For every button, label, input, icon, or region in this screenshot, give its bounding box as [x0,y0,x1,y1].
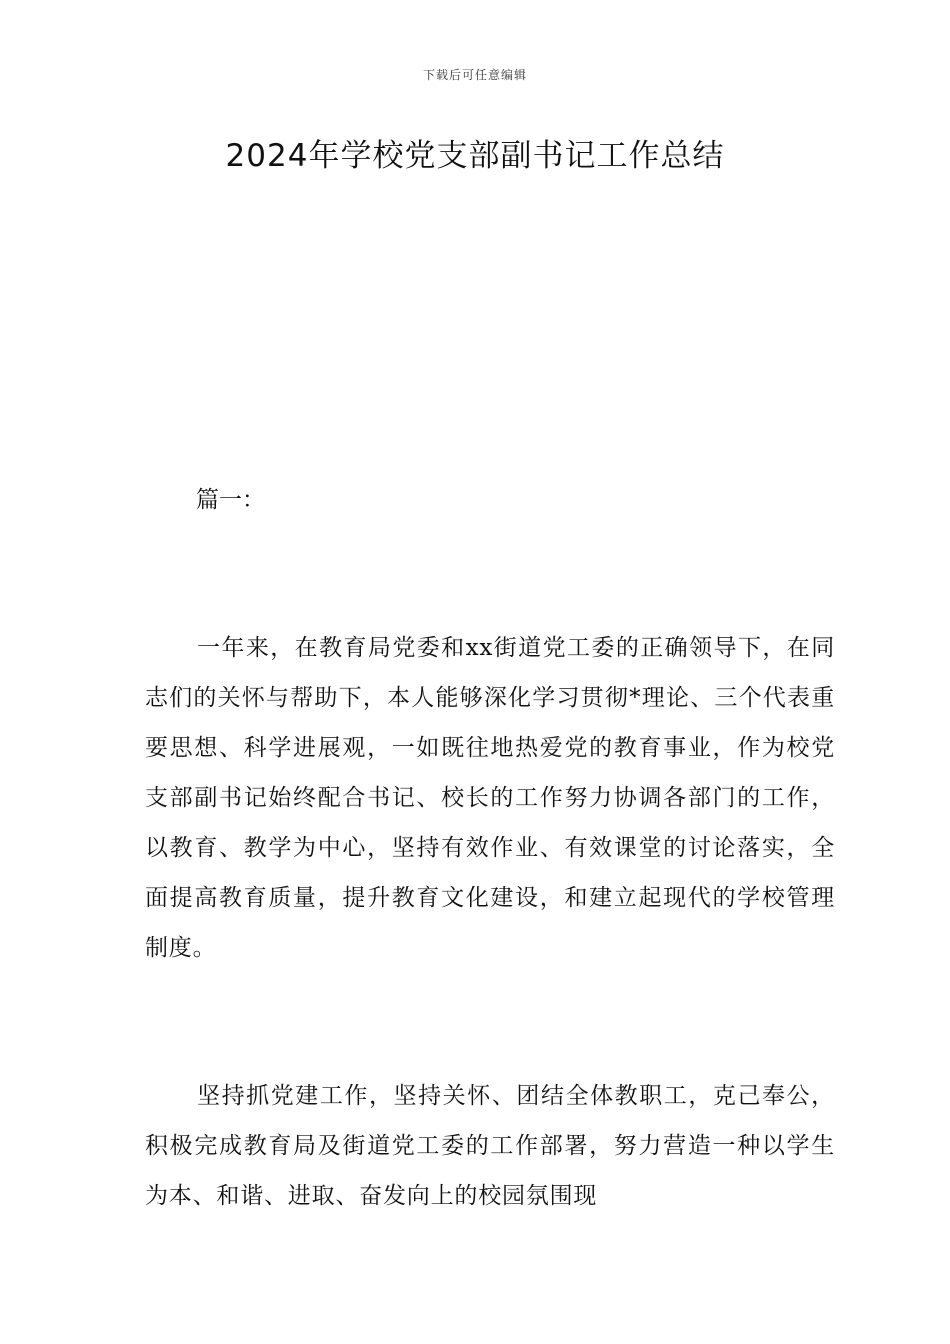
body-paragraph-2: 坚持抓党建工作，坚持关怀、团结全体教职工，克己奉公，积极完成教育局及街道党工委的工作部署，努力营造一种以学生为本、和谐、进取、奋发向上的校园氛围现 [145,1083,835,1209]
section-label: 篇一： [196,487,265,513]
document-title: 2024年学校党支部副书记工作总结 [225,138,725,174]
body-paragraph-1: 一年来，在教育局党委和xx街道党工委的正确领导下，在同志们的关怀与帮助下，本人能够深化学习贯彻*理论、三个代表重要思想、科学进展观，一如既往地热爱党的教育事业，作为校党支部副书记始终配合书记、校长的工作努力协调各部门的工作，以教育、教学为中心，坚持有效作业、有效课堂的讨论落实，全面提高教育质量，提升教育文化建设，和建立起现代的学校管理制度。 [145,635,835,961]
header-note: 下载后可任意编辑 [422,68,527,82]
